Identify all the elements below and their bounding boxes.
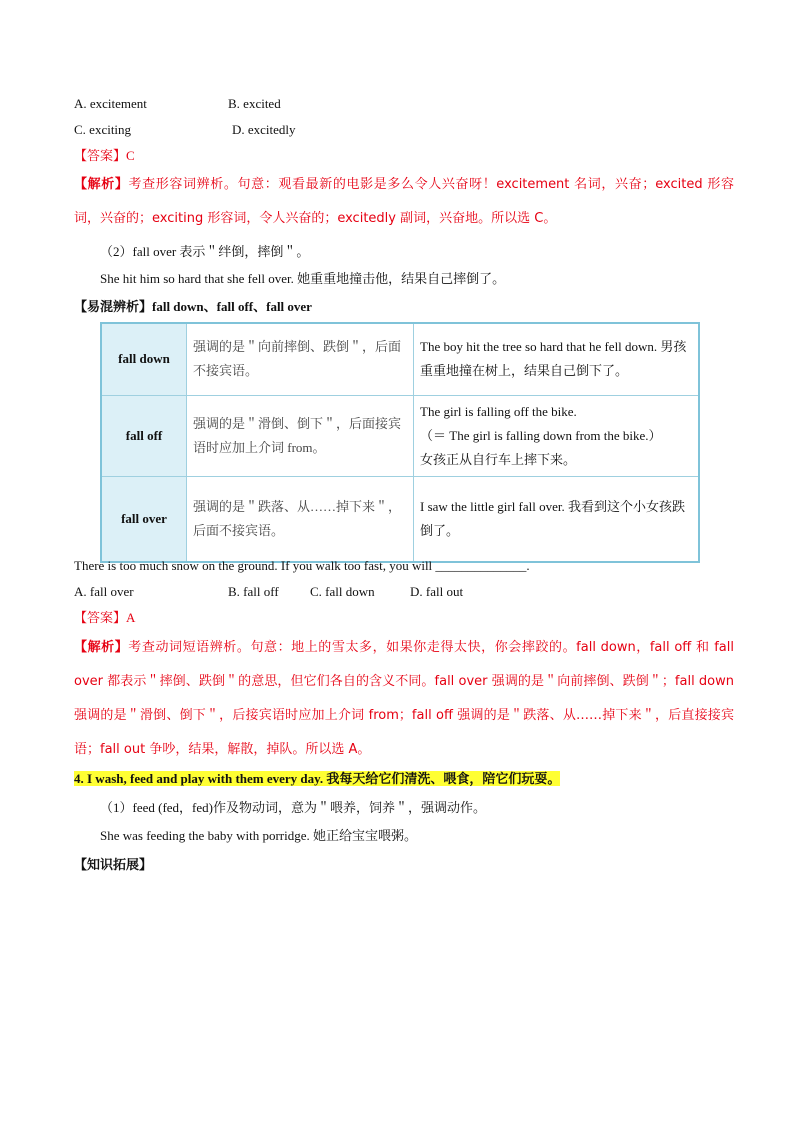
table-example-line: 女孩正从自行车上摔下来。 [420,451,577,467]
option-c: C. fall down [310,584,375,599]
option-a: A. fall over [74,584,134,599]
option-a: A. excitement [74,96,147,111]
comparison-table [100,322,700,563]
table-example: The boy hit the tree so hard that he fell down. 男孩重重地撞在树上，结果自己倒下了。 [414,323,700,395]
table-description: 强调的是＂跌落、从……掉下来＂，后面不接宾语。 [187,476,414,562]
table-example-line: The girl is falling off the bike. [420,403,577,419]
analysis-paragraph [74,168,734,236]
analysis-tag: 【解析】 [74,177,129,192]
table-term: fall over [101,476,187,562]
option-b: B. excited [228,96,281,111]
table-row [101,476,699,562]
section-sentence [74,770,560,788]
table-term: fall down [101,323,187,395]
answer-label: 【答案】A [74,610,136,625]
option-d: D. excitedly [232,122,296,137]
table-example-line: （＝ The girl is falling down from the bike.） [420,427,662,443]
answer-label: 【答案】C [74,148,135,163]
table-example: I saw the little girl fall over. 我看到这个小女孩跌倒了。 [414,476,700,562]
example-sentence: She hit him so hard that she fell over. 她重重地撞击他，结果自己摔倒了。 [100,271,506,286]
table-description: 强调的是＂滑倒、倒下＂，后面接宾语时应加上介词 from。 [187,395,414,476]
table-term: fall off [101,395,187,476]
option-b: B. fall off [228,584,279,599]
example-sentence: She was feeding the baby with porridge. 她正给宝宝喂粥。 [100,828,418,843]
analysis-text: 考查动词短语辨析。句意：地上的雪太多，如果你走得太快，你会摔跤的。fall down，fall off 和 fall over 都表示＂摔倒、跌倒＂的意思，但它们各自的含义不同。fall over 强调的是＂向前摔倒、跌倒＂；fall down 强调的是＂滑倒、倒下＂，后接宾语时应加上介词 from；fall off 强调的是＂跌落、从……掉下来＂，后直接接宾语；fall out 争吵，结果，解散，掉队。所以选 A。 [74,640,734,757]
analysis-text: 考查形容词辨析。句意：观看最新的电影是多么令人兴奋呀！excitement 名词，兴奋；excited 形容词，兴奋的；exciting 形容词，令人兴奋的；excitedly 副词，兴奋地。所以选 C。 [74,177,734,226]
table-example [414,395,700,476]
question-sentence: There is too much snow on the ground. If you walk too fast, you will ______________. [74,558,530,573]
analysis-tag: 【解析】 [74,640,129,655]
table-row [101,323,699,395]
analysis-paragraph [74,631,734,767]
table-row [101,395,699,476]
highlighted-sentence: 4. I wash, feed and play with them every day. 我每天给它们清洗、喂食，陪它们玩耍。 [74,771,561,786]
option-c: C. exciting [74,122,132,137]
option-d: D. fall out [410,584,464,599]
knowledge-title: 【知识拓展】 [74,857,153,872]
point-feed: （1）feed (fed，fed)作及物动词，意为＂喂养，饲养＂，强调动作。 [100,800,486,815]
table-description: 强调的是＂向前摔倒、跌倒＂，后面不接宾语。 [187,323,414,395]
confusion-title: 【易混辨析】fall down、fall off、fall over [74,299,312,314]
point-fall-over: （2）fall over 表示＂绊倒，摔倒＂。 [100,244,310,259]
